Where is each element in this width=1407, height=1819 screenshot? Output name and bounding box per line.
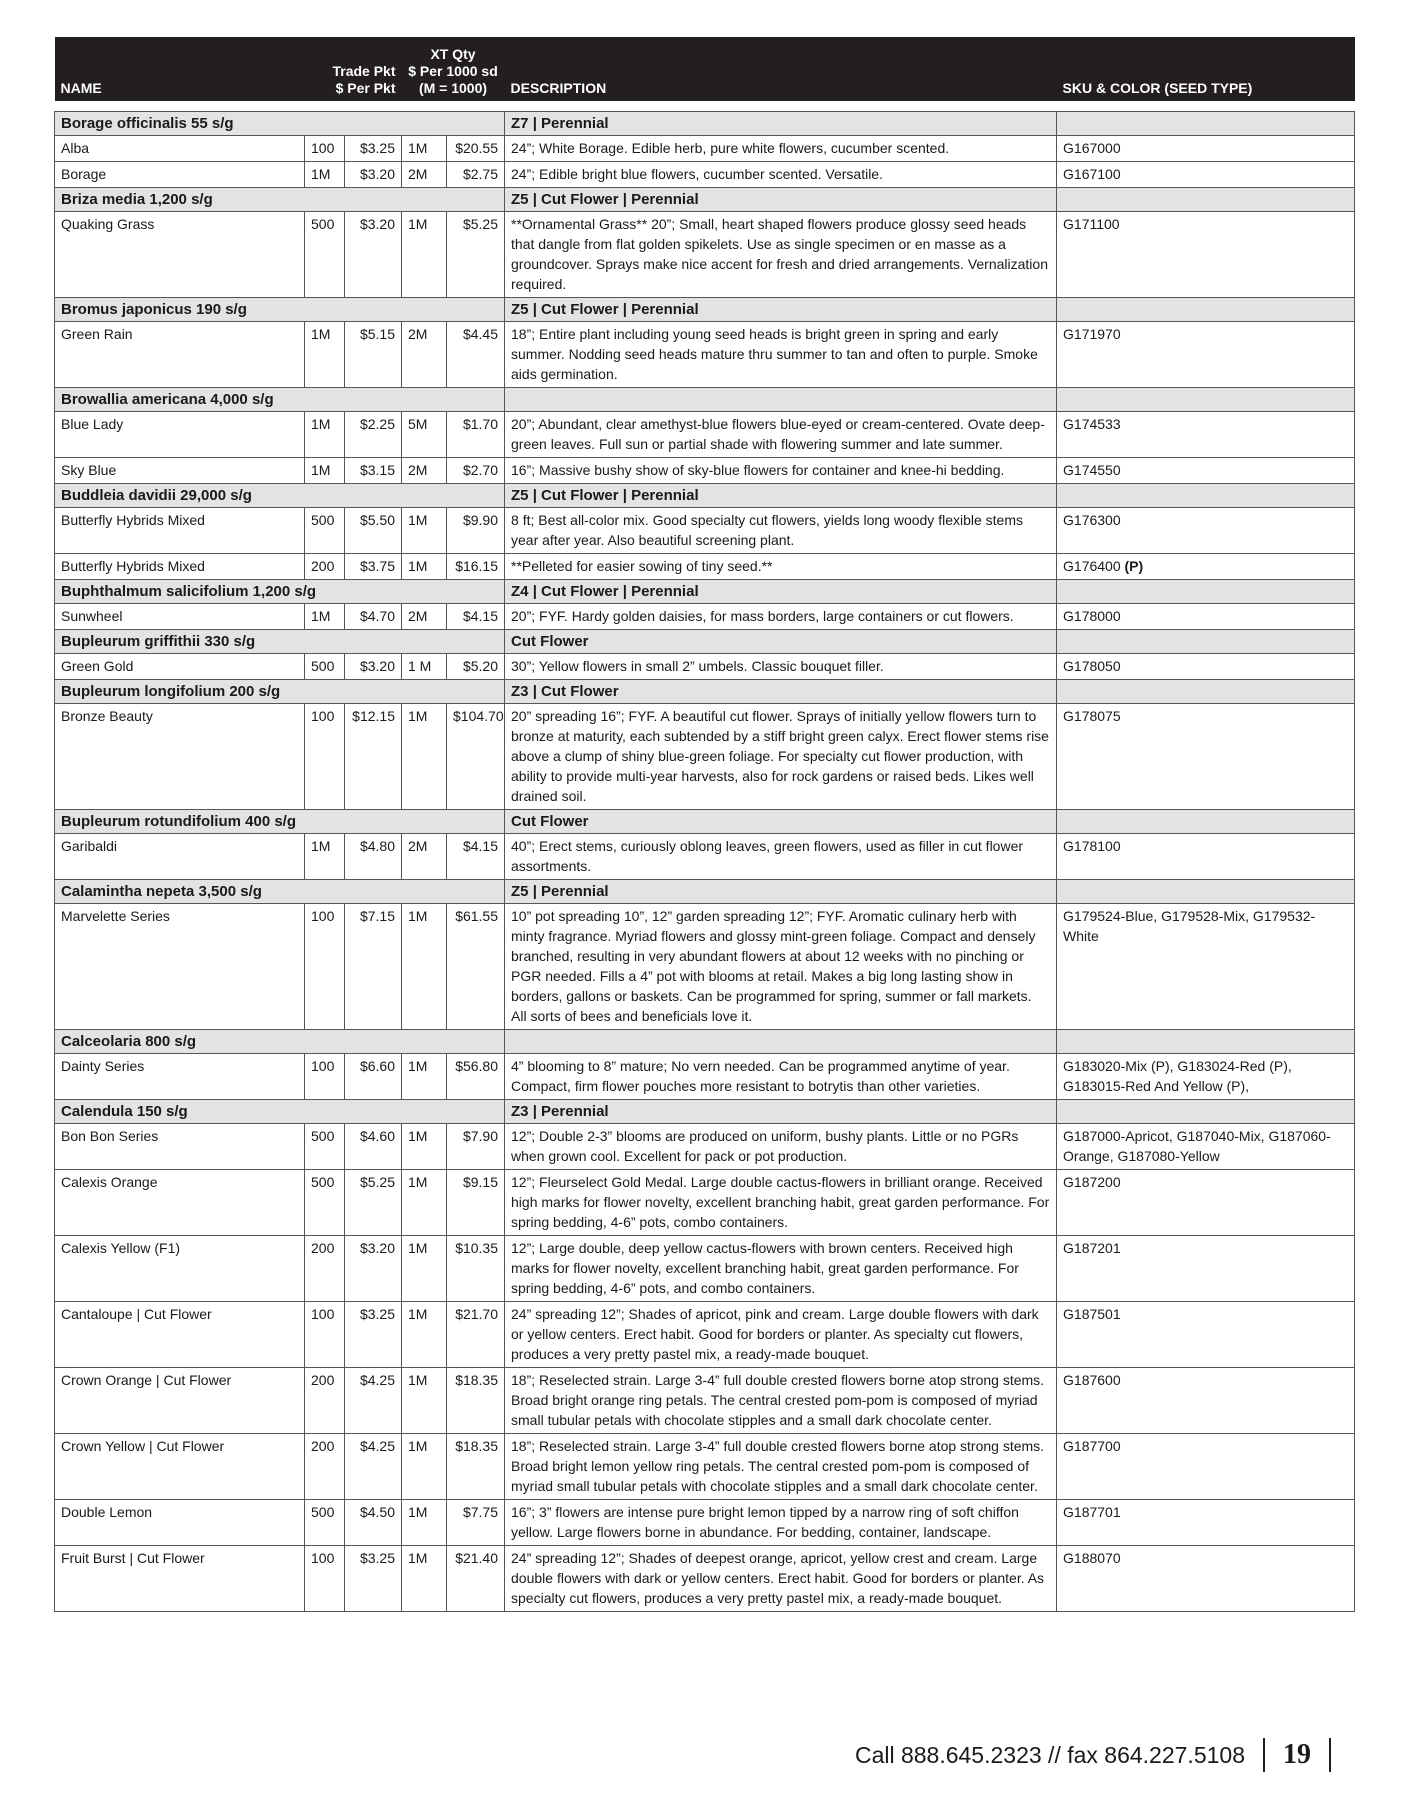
seed-type-tag: (P) bbox=[1124, 558, 1144, 574]
genus-row bbox=[55, 388, 1355, 412]
trade-pkt-price: $3.20 bbox=[345, 654, 402, 680]
table-header bbox=[55, 37, 1355, 101]
variety-name: Sunwheel bbox=[55, 604, 305, 630]
genus-zone: Z5 | Cut Flower | Perennial bbox=[505, 188, 1057, 212]
sku-code: G178100 bbox=[1063, 838, 1121, 854]
description: 24”; Edible bright blue flowers, cucumber scented. Versatile. bbox=[505, 162, 1057, 188]
xt-price: $10.35 bbox=[447, 1236, 505, 1302]
trade-pkt-price: $3.25 bbox=[345, 136, 402, 162]
table-row bbox=[55, 904, 1355, 1030]
genus-name: Calendula 150 s/g bbox=[55, 1100, 505, 1124]
xt-qty: 1M bbox=[402, 1434, 447, 1500]
description: 40”; Erect stems, curiously oblong leaves, green flowers, used as filler in cut flower assortments. bbox=[505, 834, 1057, 880]
table-row bbox=[55, 508, 1355, 554]
sku-cell bbox=[1057, 1124, 1355, 1170]
xt-qty: 1M bbox=[402, 1054, 447, 1100]
xt-price: $56.80 bbox=[447, 1054, 505, 1100]
header-trade-pkt-label: Trade Pkt bbox=[332, 63, 396, 79]
genus-name: Bromus japonicus 190 s/g bbox=[55, 298, 505, 322]
genus-sku-empty bbox=[1057, 112, 1355, 136]
genus-row bbox=[55, 484, 1355, 508]
sku-cell bbox=[1057, 554, 1355, 580]
xt-price: $16.15 bbox=[447, 554, 505, 580]
contact-info: Call 888.645.2323 // fax 864.227.5108 bbox=[854, 1741, 1245, 1768]
xt-qty: 1M bbox=[402, 1124, 447, 1170]
trade-pkt-qty: 1M bbox=[305, 458, 345, 484]
trade-pkt-qty: 100 bbox=[305, 1302, 345, 1368]
xt-qty: 1 M bbox=[402, 654, 447, 680]
xt-qty: 1M bbox=[402, 904, 447, 1030]
xt-price: $4.15 bbox=[447, 834, 505, 880]
xt-price: $18.35 bbox=[447, 1434, 505, 1500]
genus-row bbox=[55, 112, 1355, 136]
genus-zone bbox=[505, 1030, 1057, 1054]
sku-code: G187200 bbox=[1063, 1174, 1121, 1190]
table-row bbox=[55, 162, 1355, 188]
header-per-pkt-label: $ Per Pkt bbox=[335, 80, 396, 96]
xt-qty: 2M bbox=[402, 458, 447, 484]
variety-name: Sky Blue bbox=[55, 458, 305, 484]
genus-name: Buddleia davidii 29,000 s/g bbox=[55, 484, 505, 508]
genus-zone: Z3 | Cut Flower bbox=[505, 680, 1057, 704]
sku-code: G167000 bbox=[1063, 140, 1121, 156]
genus-zone: Cut Flower bbox=[505, 630, 1057, 654]
genus-name: Borage officinalis 55 s/g bbox=[55, 112, 505, 136]
sku-cell bbox=[1057, 322, 1355, 388]
variety-name: Quaking Grass bbox=[55, 212, 305, 298]
sku-cell bbox=[1057, 136, 1355, 162]
xt-qty: 1M bbox=[402, 1500, 447, 1546]
genus-sku-empty bbox=[1057, 298, 1355, 322]
genus-row bbox=[55, 680, 1355, 704]
sku-cell bbox=[1057, 1546, 1355, 1612]
sku-code: G171970 bbox=[1063, 326, 1121, 342]
header-xt-qty bbox=[402, 37, 505, 101]
description: 12”; Large double, deep yellow cactus-flowers with brown centers. Received high marks for flower novelty, excellent branching habit, great garden performance. For spring bedding, 4-6” pots, and combo containers. bbox=[505, 1236, 1057, 1302]
description: 20” spreading 16”; FYF. A beautiful cut flower. Sprays of initially yellow flowers turn to bronze at maturity, each subtended by a stiff bright green calyx. Erect flower stems rise above a clump of shiny blue-green foliage. For specialty cut flower production, with ability to provide multi-year harvests, also for rock gardens or raised beds. Likes well drained soil. bbox=[505, 704, 1057, 810]
sku-cell bbox=[1057, 834, 1355, 880]
xt-qty: 2M bbox=[402, 162, 447, 188]
table-row bbox=[55, 1302, 1355, 1368]
sku-cell bbox=[1057, 704, 1355, 810]
trade-pkt-price: $4.70 bbox=[345, 604, 402, 630]
trade-pkt-qty: 500 bbox=[305, 212, 345, 298]
trade-pkt-qty: 100 bbox=[305, 1054, 345, 1100]
genus-sku-empty bbox=[1057, 680, 1355, 704]
trade-pkt-price: $2.25 bbox=[345, 412, 402, 458]
description: 12”; Fleurselect Gold Medal. Large double cactus-flowers in brilliant orange. Received high marks for flower novelty, excellent branching habit, great garden performance. For spring bedding, 4-6” pots, combo containers. bbox=[505, 1170, 1057, 1236]
trade-pkt-price: $4.60 bbox=[345, 1124, 402, 1170]
genus-zone: Z3 | Perennial bbox=[505, 1100, 1057, 1124]
header-trade-pkt bbox=[305, 37, 402, 101]
description: 16”; 3” flowers are intense pure bright lemon tipped by a narrow ring of soft chiffon yellow. Large flowers borne in abundance. For bedding, container, landscape. bbox=[505, 1500, 1057, 1546]
xt-price: $7.75 bbox=[447, 1500, 505, 1546]
footer-divider-right bbox=[1329, 1738, 1331, 1772]
genus-name: Briza media 1,200 s/g bbox=[55, 188, 505, 212]
genus-row bbox=[55, 1030, 1355, 1054]
variety-name: Butterfly Hybrids Mixed bbox=[55, 508, 305, 554]
genus-name: Calamintha nepeta 3,500 s/g bbox=[55, 880, 505, 904]
sku-cell bbox=[1057, 1500, 1355, 1546]
header-gap bbox=[55, 101, 1355, 112]
header-sku: SKU & COLOR (SEED TYPE) bbox=[1057, 37, 1355, 101]
trade-pkt-qty: 1M bbox=[305, 412, 345, 458]
page-footer bbox=[855, 1735, 1349, 1775]
xt-qty: 2M bbox=[402, 604, 447, 630]
genus-row bbox=[55, 188, 1355, 212]
table-row bbox=[55, 412, 1355, 458]
trade-pkt-qty: 500 bbox=[305, 1124, 345, 1170]
description: 24” spreading 12”; Shades of apricot, pink and cream. Large double flowers with dark or yellow centers. Erect habit. Good for borders or planter. As specialty cut flowers, produces a very pretty pastel mix, a ready-made bouquet. bbox=[505, 1302, 1057, 1368]
genus-zone bbox=[505, 388, 1057, 412]
sku-code: G187501 bbox=[1063, 1306, 1121, 1322]
xt-qty: 1M bbox=[402, 508, 447, 554]
sku-cell bbox=[1057, 1368, 1355, 1434]
genus-sku-empty bbox=[1057, 1030, 1355, 1054]
xt-price: $2.75 bbox=[447, 162, 505, 188]
xt-qty: 1M bbox=[402, 1170, 447, 1236]
trade-pkt-price: $4.25 bbox=[345, 1434, 402, 1500]
description: **Pelleted for easier sowing of tiny seed.** bbox=[505, 554, 1057, 580]
table-row bbox=[55, 1236, 1355, 1302]
trade-pkt-price: $7.15 bbox=[345, 904, 402, 1030]
sku-code: G176400 bbox=[1063, 558, 1121, 574]
trade-pkt-qty: 1M bbox=[305, 162, 345, 188]
header-name: NAME bbox=[55, 37, 305, 101]
sku-cell bbox=[1057, 212, 1355, 298]
sku-code: G187201 bbox=[1063, 1240, 1121, 1256]
xt-price: $4.15 bbox=[447, 604, 505, 630]
sku-code: G187700 bbox=[1063, 1438, 1121, 1454]
trade-pkt-price: $3.75 bbox=[345, 554, 402, 580]
table-row bbox=[55, 1434, 1355, 1500]
table-row bbox=[55, 212, 1355, 298]
trade-pkt-qty: 1M bbox=[305, 322, 345, 388]
variety-name: Calexis Yellow (F1) bbox=[55, 1236, 305, 1302]
description: 16”; Massive bushy show of sky-blue flowers for container and knee-hi bedding. bbox=[505, 458, 1057, 484]
description: 4” blooming to 8” mature; No vern needed. Can be programmed anytime of year. Compact, firm flower pouches more resistant to botrytis than other varieties. bbox=[505, 1054, 1057, 1100]
genus-row bbox=[55, 580, 1355, 604]
xt-price: $18.35 bbox=[447, 1368, 505, 1434]
trade-pkt-qty: 200 bbox=[305, 1236, 345, 1302]
table-row bbox=[55, 136, 1355, 162]
trade-pkt-price: $4.80 bbox=[345, 834, 402, 880]
variety-name: Butterfly Hybrids Mixed bbox=[55, 554, 305, 580]
trade-pkt-price: $3.20 bbox=[345, 162, 402, 188]
sku-code: G178000 bbox=[1063, 608, 1121, 624]
seed-catalog-table bbox=[54, 37, 1355, 1612]
sku-cell bbox=[1057, 654, 1355, 680]
sku-cell bbox=[1057, 604, 1355, 630]
trade-pkt-qty: 200 bbox=[305, 554, 345, 580]
description: 20”; Abundant, clear amethyst-blue flowers blue-eyed or cream-centered. Ovate deep-green leaves. Full sun or partial shade with flowering summer and late summer. bbox=[505, 412, 1057, 458]
trade-pkt-qty: 1M bbox=[305, 604, 345, 630]
description: 24”; White Borage. Edible herb, pure white flowers, cucumber scented. bbox=[505, 136, 1057, 162]
genus-row bbox=[55, 1100, 1355, 1124]
variety-name: Crown Orange | Cut Flower bbox=[55, 1368, 305, 1434]
variety-name: Green Gold bbox=[55, 654, 305, 680]
table-row bbox=[55, 1546, 1355, 1612]
table-row bbox=[55, 554, 1355, 580]
genus-name: Calceolaria 800 s/g bbox=[55, 1030, 505, 1054]
sku-code: G174550 bbox=[1063, 462, 1121, 478]
genus-name: Bupleurum longifolium 200 s/g bbox=[55, 680, 505, 704]
xt-qty: 1M bbox=[402, 212, 447, 298]
genus-zone: Z7 | Perennial bbox=[505, 112, 1057, 136]
xt-price: $4.45 bbox=[447, 322, 505, 388]
genus-zone: Z5 | Perennial bbox=[505, 880, 1057, 904]
description: 10” pot spreading 10”, 12” garden spreading 12”; FYF. Aromatic culinary herb with minty fragrance. Myriad flowers and glossy mint-green foliage. Compact and densely branched, resulting in very abundant flowers at about 12 weeks with no pinching or PGR needed. Fills a 4” pot with blooms at retail. Makes a big long lasting show in borders, gallons or baskets. Can be programmed for spring, summer or fall markets. All sorts of bees and beneficials love it. bbox=[505, 904, 1057, 1030]
genus-name: Bupleurum griffithii 330 s/g bbox=[55, 630, 505, 654]
description: 24” spreading 12”; Shades of deepest orange, apricot, yellow crest and cream. Large double flowers with dark or yellow centers. Erect habit. Good for borders or planter. As specialty cut flowers, produces a very pretty pastel mix, a ready-made bouquet. bbox=[505, 1546, 1057, 1612]
variety-name: Blue Lady bbox=[55, 412, 305, 458]
xt-price: $7.90 bbox=[447, 1124, 505, 1170]
sku-cell bbox=[1057, 412, 1355, 458]
sku-code: G183020-Mix (P), G183024-Red (P), G183015-Red And Yellow (P), bbox=[1063, 1058, 1292, 1094]
sku-cell bbox=[1057, 508, 1355, 554]
sku-code: G179524-Blue, G179528-Mix, G179532-White bbox=[1063, 908, 1316, 944]
xt-price: $9.15 bbox=[447, 1170, 505, 1236]
sku-code: G178050 bbox=[1063, 658, 1121, 674]
trade-pkt-price: $5.50 bbox=[345, 508, 402, 554]
xt-price: $5.25 bbox=[447, 212, 505, 298]
table-row bbox=[55, 322, 1355, 388]
xt-price: $20.55 bbox=[447, 136, 505, 162]
trade-pkt-price: $3.20 bbox=[345, 1236, 402, 1302]
sku-code: G187701 bbox=[1063, 1504, 1121, 1520]
sku-code: G171100 bbox=[1063, 216, 1120, 232]
trade-pkt-qty: 1M bbox=[305, 834, 345, 880]
genus-zone: Z4 | Cut Flower | Perennial bbox=[505, 580, 1057, 604]
xt-price: $9.90 bbox=[447, 508, 505, 554]
sku-cell bbox=[1057, 162, 1355, 188]
variety-name: Borage bbox=[55, 162, 305, 188]
variety-name: Garibaldi bbox=[55, 834, 305, 880]
sku-cell bbox=[1057, 904, 1355, 1030]
header-description: DESCRIPTION bbox=[505, 37, 1057, 101]
table-row bbox=[55, 1124, 1355, 1170]
xt-price: $5.20 bbox=[447, 654, 505, 680]
xt-price: $2.70 bbox=[447, 458, 505, 484]
trade-pkt-price: $5.15 bbox=[345, 322, 402, 388]
variety-name: Marvelette Series bbox=[55, 904, 305, 1030]
trade-pkt-qty: 200 bbox=[305, 1434, 345, 1500]
variety-name: Double Lemon bbox=[55, 1500, 305, 1546]
trade-pkt-price: $3.25 bbox=[345, 1302, 402, 1368]
header-m-note: (M = 1000) bbox=[418, 80, 488, 96]
genus-row bbox=[55, 810, 1355, 834]
genus-sku-empty bbox=[1057, 880, 1355, 904]
xt-price: $61.55 bbox=[447, 904, 505, 1030]
description: 30”; Yellow flowers in small 2” umbels. Classic bouquet filler. bbox=[505, 654, 1057, 680]
description: 8 ft; Best all-color mix. Good specialty cut flowers, yields long woody flexible stems year after year. Also beautiful screening plant. bbox=[505, 508, 1057, 554]
trade-pkt-price: $4.50 bbox=[345, 1500, 402, 1546]
description: 12”; Double 2-3” blooms are produced on uniform, bushy plants. Little or no PGRs when grown cool. Excellent for pack or pot production. bbox=[505, 1124, 1057, 1170]
trade-pkt-price: $3.15 bbox=[345, 458, 402, 484]
trade-pkt-qty: 500 bbox=[305, 1500, 345, 1546]
table-row bbox=[55, 1170, 1355, 1236]
xt-price: $21.40 bbox=[447, 1546, 505, 1612]
sku-code: G178075 bbox=[1063, 708, 1121, 724]
xt-qty: 5M bbox=[402, 412, 447, 458]
table-row bbox=[55, 1500, 1355, 1546]
description: 18”; Entire plant including young seed heads is bright green in spring and early summer. Nodding seed heads mature thru summer to tan and often to purple. Smoke aids germination. bbox=[505, 322, 1057, 388]
variety-name: Cantaloupe | Cut Flower bbox=[55, 1302, 305, 1368]
xt-price: $104.70 bbox=[447, 704, 505, 810]
trade-pkt-qty: 100 bbox=[305, 904, 345, 1030]
xt-qty: 2M bbox=[402, 322, 447, 388]
sku-cell bbox=[1057, 458, 1355, 484]
xt-qty: 1M bbox=[402, 554, 447, 580]
sku-code: G187000-Apricot, G187040-Mix, G187060-Orange, G187080-Yellow bbox=[1063, 1128, 1331, 1164]
xt-qty: 1M bbox=[402, 136, 447, 162]
table-row bbox=[55, 834, 1355, 880]
xt-qty: 1M bbox=[402, 1302, 447, 1368]
trade-pkt-qty: 100 bbox=[305, 136, 345, 162]
page-number: 19 bbox=[1283, 1739, 1311, 1770]
genus-sku-empty bbox=[1057, 388, 1355, 412]
description: 20”; FYF. Hardy golden daisies, for mass borders, large containers or cut flowers. bbox=[505, 604, 1057, 630]
genus-row bbox=[55, 630, 1355, 654]
genus-sku-empty bbox=[1057, 188, 1355, 212]
genus-name: Browallia americana 4,000 s/g bbox=[55, 388, 505, 412]
genus-zone: Z5 | Cut Flower | Perennial bbox=[505, 298, 1057, 322]
trade-pkt-qty: 500 bbox=[305, 654, 345, 680]
xt-price: $1.70 bbox=[447, 412, 505, 458]
sku-cell bbox=[1057, 1434, 1355, 1500]
sku-cell bbox=[1057, 1302, 1355, 1368]
trade-pkt-price: $4.25 bbox=[345, 1368, 402, 1434]
sku-cell bbox=[1057, 1170, 1355, 1236]
xt-qty: 1M bbox=[402, 704, 447, 810]
table-row bbox=[55, 704, 1355, 810]
table-row bbox=[55, 1054, 1355, 1100]
table-row bbox=[55, 1368, 1355, 1434]
variety-name: Dainty Series bbox=[55, 1054, 305, 1100]
trade-pkt-qty: 100 bbox=[305, 704, 345, 810]
trade-pkt-qty: 500 bbox=[305, 508, 345, 554]
genus-sku-empty bbox=[1057, 810, 1355, 834]
variety-name: Bon Bon Series bbox=[55, 1124, 305, 1170]
gap-cell bbox=[55, 101, 1355, 112]
trade-pkt-price: $3.20 bbox=[345, 212, 402, 298]
trade-pkt-qty: 100 bbox=[305, 1546, 345, 1612]
footer-divider bbox=[1263, 1738, 1265, 1772]
sku-code: G167100 bbox=[1063, 166, 1121, 182]
xt-price: $21.70 bbox=[447, 1302, 505, 1368]
genus-name: Bupleurum rotundifolium 400 s/g bbox=[55, 810, 505, 834]
genus-name: Buphthalmum salicifolium 1,200 s/g bbox=[55, 580, 505, 604]
table-row bbox=[55, 654, 1355, 680]
catalog-page bbox=[54, 37, 1354, 1612]
xt-qty: 2M bbox=[402, 834, 447, 880]
xt-qty: 1M bbox=[402, 1368, 447, 1434]
genus-sku-empty bbox=[1057, 580, 1355, 604]
sku-cell bbox=[1057, 1236, 1355, 1302]
trade-pkt-price: $12.15 bbox=[345, 704, 402, 810]
table-row bbox=[55, 604, 1355, 630]
description: **Ornamental Grass** 20”; Small, heart shaped flowers produce glossy seed heads that dangle from flat golden spikelets. Use as single specimen or en masse as a groundcover. Sprays make nice accent for fresh and dried arrangements. Vernalization required. bbox=[505, 212, 1057, 298]
trade-pkt-price: $6.60 bbox=[345, 1054, 402, 1100]
genus-zone: Cut Flower bbox=[505, 810, 1057, 834]
header-per-1000-label: $ Per 1000 sd bbox=[408, 63, 498, 79]
table-body bbox=[55, 101, 1355, 1612]
genus-sku-empty bbox=[1057, 484, 1355, 508]
variety-name: Bronze Beauty bbox=[55, 704, 305, 810]
header-xt-qty-label: XT Qty bbox=[430, 46, 476, 62]
sku-cell bbox=[1057, 1054, 1355, 1100]
sku-code: G176300 bbox=[1063, 512, 1121, 528]
description: 18”; Reselected strain. Large 3-4” full double crested flowers borne atop strong stems. Broad bright orange ring petals. The central crested pom-pom is composed of myriad small tubular petals with chocolate stipples and a small dark chocolate center. bbox=[505, 1368, 1057, 1434]
table-row bbox=[55, 458, 1355, 484]
xt-qty: 1M bbox=[402, 1546, 447, 1612]
genus-row bbox=[55, 880, 1355, 904]
genus-sku-empty bbox=[1057, 1100, 1355, 1124]
sku-code: G187600 bbox=[1063, 1372, 1121, 1388]
variety-name: Alba bbox=[55, 136, 305, 162]
variety-name: Crown Yellow | Cut Flower bbox=[55, 1434, 305, 1500]
trade-pkt-price: $3.25 bbox=[345, 1546, 402, 1612]
variety-name: Calexis Orange bbox=[55, 1170, 305, 1236]
genus-sku-empty bbox=[1057, 630, 1355, 654]
sku-code: G174533 bbox=[1063, 416, 1121, 432]
sku-code: G188070 bbox=[1063, 1550, 1121, 1566]
trade-pkt-price: $5.25 bbox=[345, 1170, 402, 1236]
genus-zone: Z5 | Cut Flower | Perennial bbox=[505, 484, 1057, 508]
variety-name: Fruit Burst | Cut Flower bbox=[55, 1546, 305, 1612]
trade-pkt-qty: 200 bbox=[305, 1368, 345, 1434]
xt-qty: 1M bbox=[402, 1236, 447, 1302]
description: 18”; Reselected strain. Large 3-4” full double crested flowers borne atop strong stems. Broad bright lemon yellow ring petals. The central crested pom-pom is composed of myriad small tubular petals with chocolate stipples and a small dark chocolate center. bbox=[505, 1434, 1057, 1500]
trade-pkt-qty: 500 bbox=[305, 1170, 345, 1236]
genus-row bbox=[55, 298, 1355, 322]
variety-name: Green Rain bbox=[55, 322, 305, 388]
